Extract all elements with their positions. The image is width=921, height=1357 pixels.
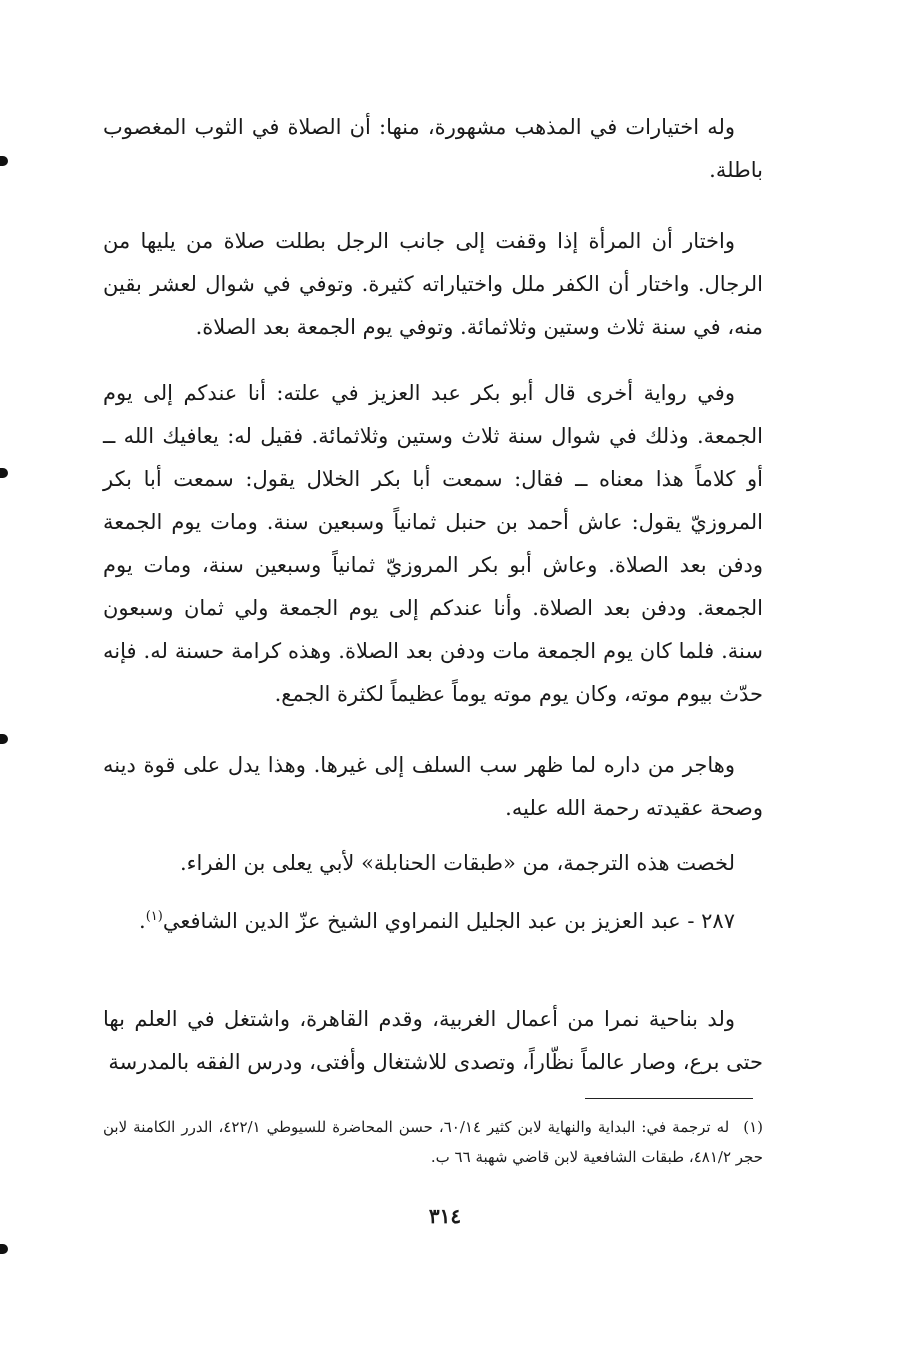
footnote xyxy=(103,1112,763,1172)
footnote-marker: (١) xyxy=(743,1118,763,1136)
paragraph-4 xyxy=(103,744,763,830)
paragraph-1-text: وله اختيارات في المذهب مشهورة، منها: أن الصلاة في الثوب المغصوب باطلة. xyxy=(103,115,763,182)
paragraph-3 xyxy=(103,372,763,716)
page-number: ٣١٤ xyxy=(428,1204,462,1228)
scan-edge-mark xyxy=(0,468,8,478)
footnote-reference[interactable]: (١) xyxy=(145,909,163,924)
scan-edge-mark xyxy=(0,1244,8,1254)
biography-entry-end: . xyxy=(139,909,146,933)
paragraph-5-text: لخصت هذه الترجمة، من «طبقات الحنابلة» لأبي يعلى بن الفراء. xyxy=(179,851,735,875)
paragraph-7 xyxy=(103,998,763,1084)
scan-edge-mark xyxy=(0,156,8,166)
paragraph-2-text: واختار أن المرأة إذا وقفت إلى جانب الرجل بطلت صلاة من يليها من الرجال. واختار أن الكفر ملل واختياراته كثيرة. وتوفي في شوال لعشر بقين منه، في سنة ثلاث وستين وثلاثمائة. وتوفي يوم الجمعة بعد الصلاة. xyxy=(103,229,763,339)
scan-edge-mark xyxy=(0,734,8,744)
paragraph-2 xyxy=(103,220,763,349)
paragraph-4-text: وهاجر من داره لما ظهر سب السلف إلى غيرها. وهذا يدل على قوة دينه وصحة عقيدته رحمة الله عليه. xyxy=(103,753,763,820)
paragraph-5 xyxy=(103,842,763,885)
paragraph-1 xyxy=(103,106,763,192)
biography-entry-heading xyxy=(103,900,763,943)
paragraph-7-text: ولد بناحية نمرا من أعمال الغربية، وقدم القاهرة، واشتغل في العلم بها حتى برع، وصار عالماً نظّاراً، وتصدى للاشتغال وأفتى، ودرس الفقه بالمدرسة xyxy=(103,1007,763,1074)
footnote-text: له ترجمة في: البداية والنهاية لابن كثير ٦٠/١٤، حسن المحاضرة للسيوطي ٤٢٢/١، الدرر الكامنة لابن حجر ٤٨١/٢، طبقات الشافعية لابن قاضي شهبة ٦٦ ب. xyxy=(103,1118,763,1166)
paragraph-3-text: وفي رواية أخرى قال أبو بكر عبد العزيز في علته: أنا عندكم إلى يوم الجمعة. وذلك في شوال سنة ثلاث وستين وثلاثمائة. فقيل له: يعافيك الله ــ أو كلاماً هذا معناه ــ فقال: سمعت أبا بكر الخلال يقول: سمعت أبا بكر المروزيّ يقول: عاش أحمد بن حنبل ثمانياً وسبعين سنة. ومات يوم الجمعة ودفن بعد الصلاة. وعاش أبو بكر المروزيّ ثمانياً وسبعين سنة، ومات يوم الجمعة. ودفن بعد الصلاة. وأنا عندكم إلى يوم الجمعة ولي ثمان وسبعون سنة. فلما كان يوم الجمعة مات ودفن بعد الصلاة. وهذه كرامة حسنة له. فإنه حدّث بيوم موته، وكان يوم موته يوماً عظيماً لكثرة الجمع. xyxy=(103,381,763,706)
biography-entry-title: ٢٨٧ - عبد العزيز بن عبد الجليل النمراوي الشيخ عزّ الدين الشافعي xyxy=(162,909,735,933)
footnote-divider xyxy=(585,1098,753,1099)
